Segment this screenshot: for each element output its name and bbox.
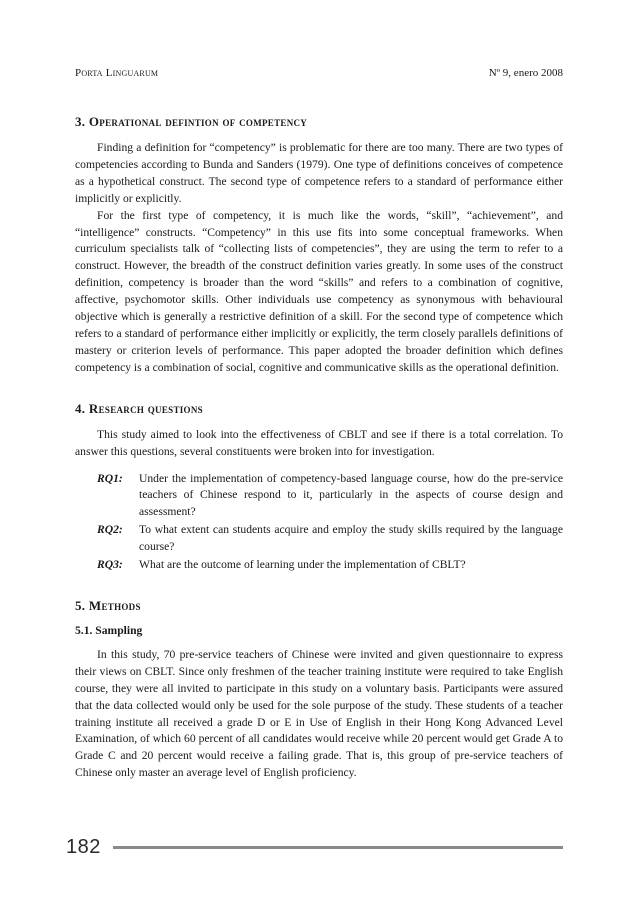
- main-content: [75, 114, 563, 806]
- footer-rule: [113, 846, 563, 849]
- journal-name: Porta Linguarum: [75, 67, 159, 79]
- section-3-paragraph-2: For the first type of competency, it is much like the words, “skill”, “achievement”, and “intelligence” constructs. “Competency” in this use fits into some conceptual frameworks. When curriculum specialists talk of “collecting lists of competencies”, they are using the term to refer to a construct. However, the breadth of the construct definition varies greatly. In some uses of the construct definition, competency is broader than the word “skills” and refers to a combination of cognitive, affective, psychomotor skills. Other individuals use competency as synonymous with behavioural objective which is generally a restrictive definition of a skill. For the second type of competence which refers to a standard of performance either implicitly or explicitly, the term closely parallels definitions of mastery or criterion levels of performance. This paper adopted the broader definition which defines competency is a combination of social, cognitive and communicative skills as the operational definition.: [75, 208, 563, 374]
- research-question-3: [97, 557, 563, 574]
- section-4-heading: 4. Research questions: [75, 400, 203, 416]
- section-4-intro: This study aimed to look into the effectiveness of CBLT and see if there is a total correlation. To answer this questions, several constituents were broken into for investigation.: [75, 427, 563, 458]
- rq2-text: To what extent can students acquire and employ the study skills required by the language course?: [139, 523, 563, 554]
- section-3-heading: 3. Operational defintion of competency: [75, 114, 308, 129]
- subsection-5-1-heading: 5.1. Sampling: [75, 623, 143, 637]
- research-question-2: [97, 522, 563, 556]
- rq1-text: Under the implementation of competency-based language course, how do the pre-service teachers of Chinese respond to it, particularly in the aspects of course design and assessment?: [139, 471, 563, 519]
- rq2-label: RQ2:: [97, 523, 123, 537]
- rq3-label: RQ3:: [97, 558, 123, 572]
- running-header: [75, 67, 563, 79]
- section-5-1-paragraph: In this study, 70 pre-service teachers of Chinese were invited and given questionnaire to express their views on CBLT. Since only freshmen of the teacher training institute were required to take English course, they were all invited to participate in this study on a voluntary basis. Participants were assured that the data collected would only be used for the sole purpose of the study. These students of a teacher training institute all received a grade D or E in Use of English in their Hong Kong Advanced Level Examination, of which 60 percent of all candidates would receive while 20 percent would get Grade A to Grade C and 20 percent would receive a failing grade. That is, this group of pre-service teachers of Chinese only master an average level of English proficiency.: [75, 647, 563, 780]
- issue-info: Nº 9, enero 2008: [488, 67, 563, 79]
- section-4: [75, 401, 563, 574]
- page-footer: [66, 836, 563, 859]
- section-3-paragraph-1: Finding a definition for “competency” is problematic for there are too many. There are two types of competencies according to Bunda and Sanders (1979). One type of definitions conceives of competence as a hypothetical construct. The second type of competence refers to a standard of performance either implicitly or explicitly.: [75, 141, 563, 205]
- rq3-text: What are the outcome of learning under the implementation of CBLT?: [139, 558, 466, 572]
- section-3: [75, 114, 563, 377]
- rq1-label: RQ1:: [97, 471, 123, 485]
- section-5-heading: 5. Methods: [75, 597, 141, 613]
- page-number: 182: [66, 836, 101, 858]
- section-5: [75, 598, 563, 782]
- research-question-1: [97, 471, 563, 522]
- research-question-list: [97, 471, 563, 574]
